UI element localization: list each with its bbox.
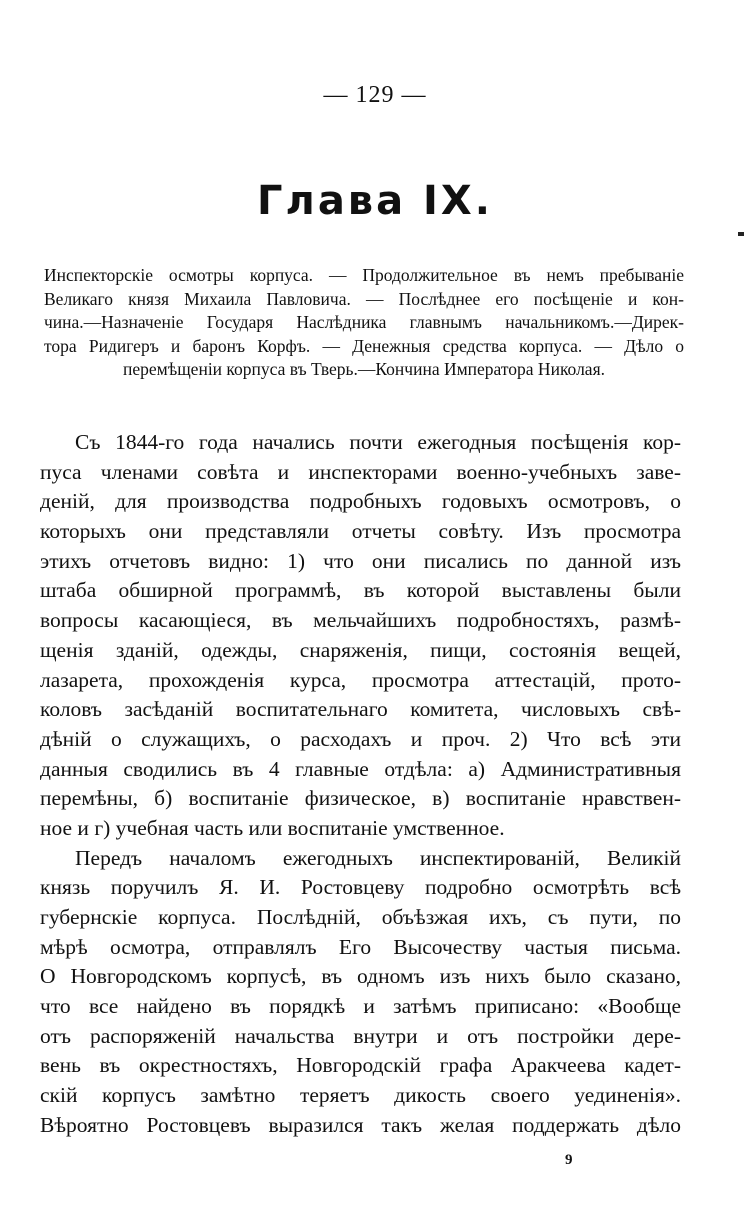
page-number: — 129 —	[323, 82, 427, 108]
scan-speck	[738, 232, 744, 236]
body-line: коловъ засѣданій воспитательнаго комитета, числовыхъ свѣ-	[40, 697, 681, 722]
body-line: вопросы касающіеся, въ мельчайшихъ подробностяхъ, размѣ-	[40, 608, 681, 633]
body-line: Передъ началомъ ежегодныхъ инспектированій, Великій	[75, 845, 681, 870]
summary-line: Инспекторскіе осмотры корпуса. — Продолжительное въ немъ пребываніе	[44, 265, 684, 285]
chapter-summary	[44, 264, 684, 382]
body-line: Вѣроятно Ростовцевъ выразился такъ желая поддержать дѣло	[40, 1112, 681, 1137]
body-line: О Новгородскомъ корпусѣ, въ одномъ изъ нихъ было сказано,	[40, 964, 681, 989]
body-line: данныя сводились въ 4 главные отдѣла: а) Административныя	[40, 756, 681, 781]
body-line: которыхъ они представляли отчеты совѣту. Изъ просмотра	[40, 519, 681, 544]
chapter-title: Глава IX.	[257, 178, 493, 224]
body-line: что все найдено въ порядкѣ и затѣмъ приписано: «Вообще	[40, 994, 681, 1019]
body-line: князь поручилъ Я. И. Ростовцеву подробно осмотрѣть всѣ	[40, 875, 681, 900]
summary-line: тора Ридигеръ и баронъ Корфъ. — Денежныя средства корпуса. — Дѣло о	[44, 335, 684, 356]
body-line: перемѣны, б) воспитаніе физическое, в) воспитаніе нравствен-	[40, 786, 681, 811]
body-line: губернскіе корпуса. Послѣдній, объѣзжая ихъ, съ пути, по	[40, 905, 681, 929]
body-line: отъ распоряженій начальства внутри и отъ постройки дере-	[40, 1023, 681, 1048]
body-line: пуса членами совѣта и инспекторами военно-учебныхъ заве-	[40, 459, 681, 484]
body-line: скій корпусъ замѣтно теряетъ дикость своего уединенія».	[40, 1083, 681, 1108]
summary-line: Великаго князя Михаила Павловича. — Послѣднее его посѣщеніе и кон-	[44, 288, 684, 309]
body-text	[40, 428, 681, 1141]
summary-line: перемѣщеніи корпуса въ Тверь.—Кончина Императора Николая.	[122, 359, 605, 380]
body-line: этихъ отчетовъ видно: 1) что они писались по данной изъ	[40, 548, 681, 573]
signature-mark: 9	[565, 1152, 573, 1168]
body-line: мѣрѣ осмотра, отправлялъ Его Высочеству частыя письма.	[40, 934, 681, 959]
body-line: деній, для производства подробныхъ годовыхъ осмотровъ, о	[40, 489, 681, 514]
summary-line: чина.—Назначеніе Государя Наслѣдника главнымъ начальникомъ.—Дирек-	[44, 312, 684, 333]
body-line: лазарета, прохожденія курса, просмотра аттестацій, прото-	[40, 667, 681, 692]
body-line: Съ 1844-го года начались почти ежегодныя посѣщенія кор-	[75, 430, 681, 454]
body-line: ное и г) учебная часть или воспитаніе умственное.	[40, 815, 505, 840]
body-line: вень въ окрестностяхъ, Новгородскій графа Аракчеева кадет-	[40, 1053, 681, 1078]
body-line: дѣній о служащихъ, о расходахъ и проч. 2) Что всѣ эти	[40, 726, 681, 751]
body-line: щенія зданій, одежды, снаряженія, пищи, состоянія вещей,	[40, 637, 681, 662]
body-line: штаба обширной программѣ, въ которой выставлены были	[40, 578, 681, 603]
